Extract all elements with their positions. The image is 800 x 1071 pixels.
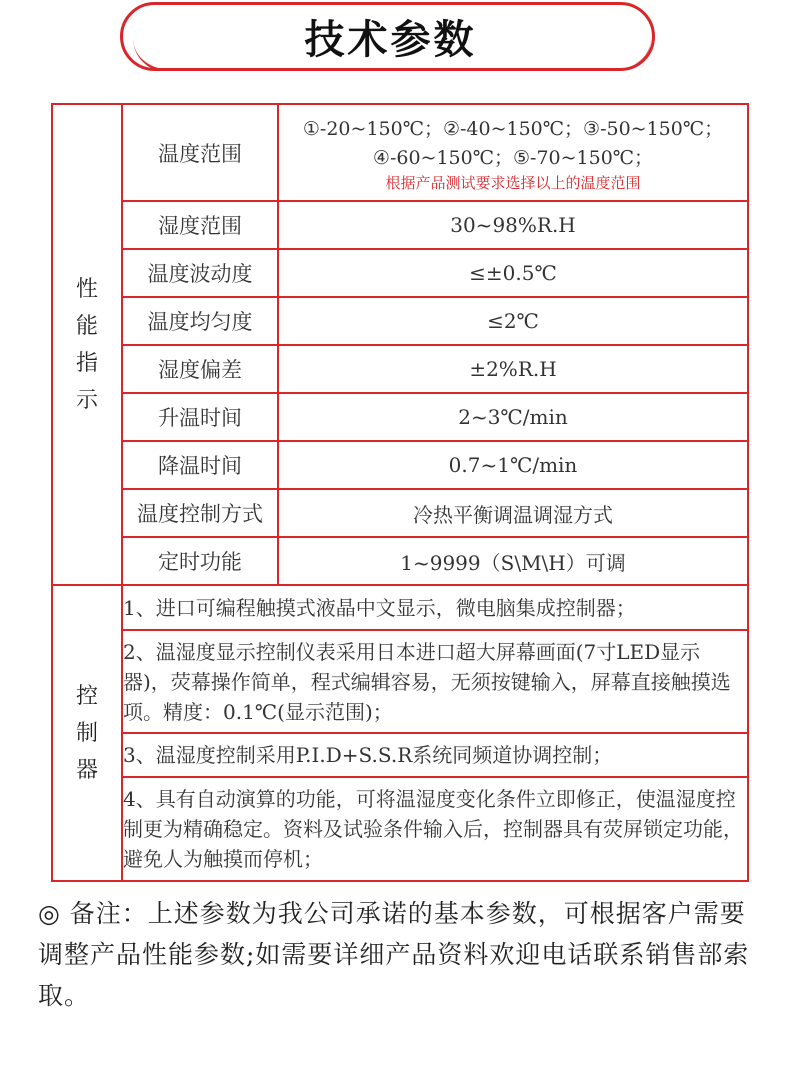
table-row (52, 630, 748, 733)
row-value: ≤±0.5℃ (278, 249, 748, 297)
row-value: 30~98%R.H (278, 201, 748, 249)
temp-range-line2: ④-60~150℃；⑤-70~150℃； (372, 146, 654, 169)
row-label: 湿度范围 (122, 201, 278, 249)
temp-range-note: 根据产品测试要求选择以上的温度范围 (385, 173, 641, 192)
controller-item: 4、具有自动演算的功能，可将温湿度变化条件立即修正，使温湿度控制更为精确稳定。资料及试验条件输入后，控制器具有荧屏锁定功能，避免人为触摸而停机； (122, 777, 748, 881)
spec-table (51, 103, 749, 882)
row-label: 温度波动度 (122, 249, 278, 297)
footer-note: ◎ 备注：上述参数为我公司承诺的基本参数，可根据客户需要调整产品性能参数;如需要详细产品资料欢迎电话联系销售部索取。 (38, 899, 750, 1010)
row-value: ±2%R.H (278, 345, 748, 393)
controller-group-text: 控 制 器 (75, 683, 98, 783)
controller-group-label (52, 585, 122, 881)
row-value: 冷热平衡调温调湿方式 (278, 489, 748, 537)
controller-item: 2、温湿度显示控制仪表采用日本进口超大屏幕画面(7寸LED显示器)，荧幕操作简单，程式编辑容易，无须按键输入，屏幕直接触摸选项。精度：0.1℃(显示范围)； (122, 630, 748, 733)
row-label: 温度范围 (122, 104, 278, 201)
table-row (52, 489, 748, 537)
row-value: 1~9999（S\M\H）可调 (278, 537, 748, 585)
table-row (52, 104, 748, 201)
performance-group-label (52, 104, 122, 585)
table-row (52, 441, 748, 489)
row-label: 降温时间 (122, 441, 278, 489)
table-row (52, 537, 748, 585)
table-row (52, 201, 748, 249)
table-row (52, 345, 748, 393)
table-row (52, 393, 748, 441)
temp-range-cell (278, 104, 748, 201)
row-label: 温度控制方式 (122, 489, 278, 537)
table-row (52, 777, 748, 881)
performance-group-text: 性 能 指 示 (75, 276, 98, 413)
controller-item: 1、进口可编程触摸式液晶中文显示，微电脑集成控制器； (122, 585, 748, 630)
row-value: ≤2℃ (278, 297, 748, 345)
table-row (52, 585, 748, 630)
row-label: 定时功能 (122, 537, 278, 585)
title-banner (120, 2, 661, 77)
row-value: 0.7~1℃/min (278, 441, 748, 489)
row-label: 湿度偏差 (122, 345, 278, 393)
page-title: 技术参数 (304, 17, 477, 63)
row-value: 2~3℃/min (278, 393, 748, 441)
table-row (52, 733, 748, 777)
table-row (52, 249, 748, 297)
controller-item: 3、温湿度控制采用P.I.D+S.S.R系统同频道协调控制； (122, 733, 748, 777)
temp-range-line1: ①-20~150℃；②-40~150℃；③-50~150℃； (302, 117, 724, 140)
row-label: 升温时间 (122, 393, 278, 441)
row-label: 温度均匀度 (122, 297, 278, 345)
table-row (52, 297, 748, 345)
